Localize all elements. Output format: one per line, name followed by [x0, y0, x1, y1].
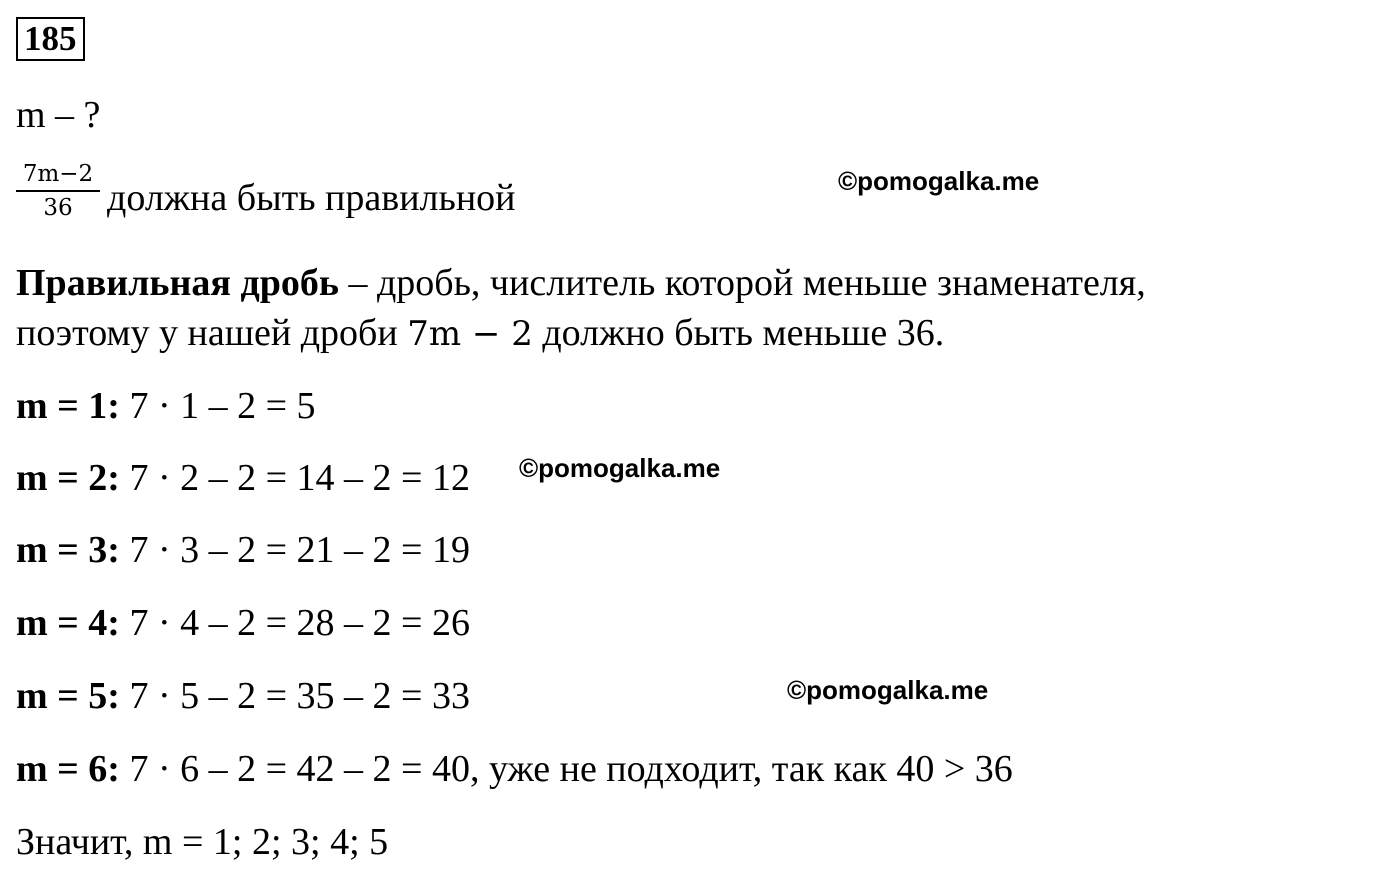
step-expression: 7 · 2 – 2 = 14 – 2 = 12: [119, 457, 470, 499]
step-row: [16, 604, 470, 642]
step-expression: 7 · 6 – 2 = 42 – 2 = 40, уже не подходит, так как 40 > 36: [119, 748, 1013, 790]
step-expression: 7 · 4 – 2 = 28 – 2 = 26: [119, 602, 470, 644]
definition-line-2-post: должно быть меньше 36.: [532, 312, 945, 354]
fraction-text: должна быть правильной: [107, 177, 516, 219]
fraction-numerator: 7m−2: [22, 161, 94, 187]
step-label: m = 4:: [16, 602, 120, 644]
fraction-denominator: 36: [43, 195, 73, 222]
definition-math: 7m − 2: [407, 314, 533, 354]
step-row: [16, 750, 1013, 788]
conclusion: Значит, m = 1; 2; 3; 4; 5: [16, 821, 389, 863]
definition-line-1-rest: – дробь, числитель которой меньше знаменателя,: [338, 262, 1146, 304]
definition-line-2-pre: поэтому у нашей дроби: [16, 312, 408, 354]
step-row: [16, 677, 470, 715]
watermark: ©pomogalka.me: [519, 453, 721, 483]
task-number: 185: [16, 17, 85, 61]
step-label: m = 5:: [16, 675, 120, 717]
watermark: ©pomogalka.me: [787, 675, 989, 705]
step-row: [16, 531, 470, 569]
watermark: ©pomogalka.me: [838, 166, 1040, 196]
definition-term: Правильная дробь: [16, 262, 339, 304]
definition-line-2: [16, 314, 944, 352]
step-label: m = 3:: [16, 529, 120, 571]
fraction-bar: [16, 190, 100, 192]
step-label: m = 6:: [16, 748, 120, 790]
step-expression: 7 · 1 – 2 = 5: [119, 385, 316, 427]
step-expression: 7 · 5 – 2 = 35 – 2 = 33: [119, 675, 470, 717]
step-expression: 7 · 3 – 2 = 21 – 2 = 19: [119, 529, 470, 571]
step-label: m = 2:: [16, 457, 120, 499]
definition-line-1: [16, 264, 1146, 302]
step-label: m = 1:: [16, 385, 120, 427]
step-row: [16, 387, 316, 425]
step-row: [16, 459, 470, 497]
fraction: [16, 162, 100, 222]
question-line: m – ?: [16, 94, 101, 136]
